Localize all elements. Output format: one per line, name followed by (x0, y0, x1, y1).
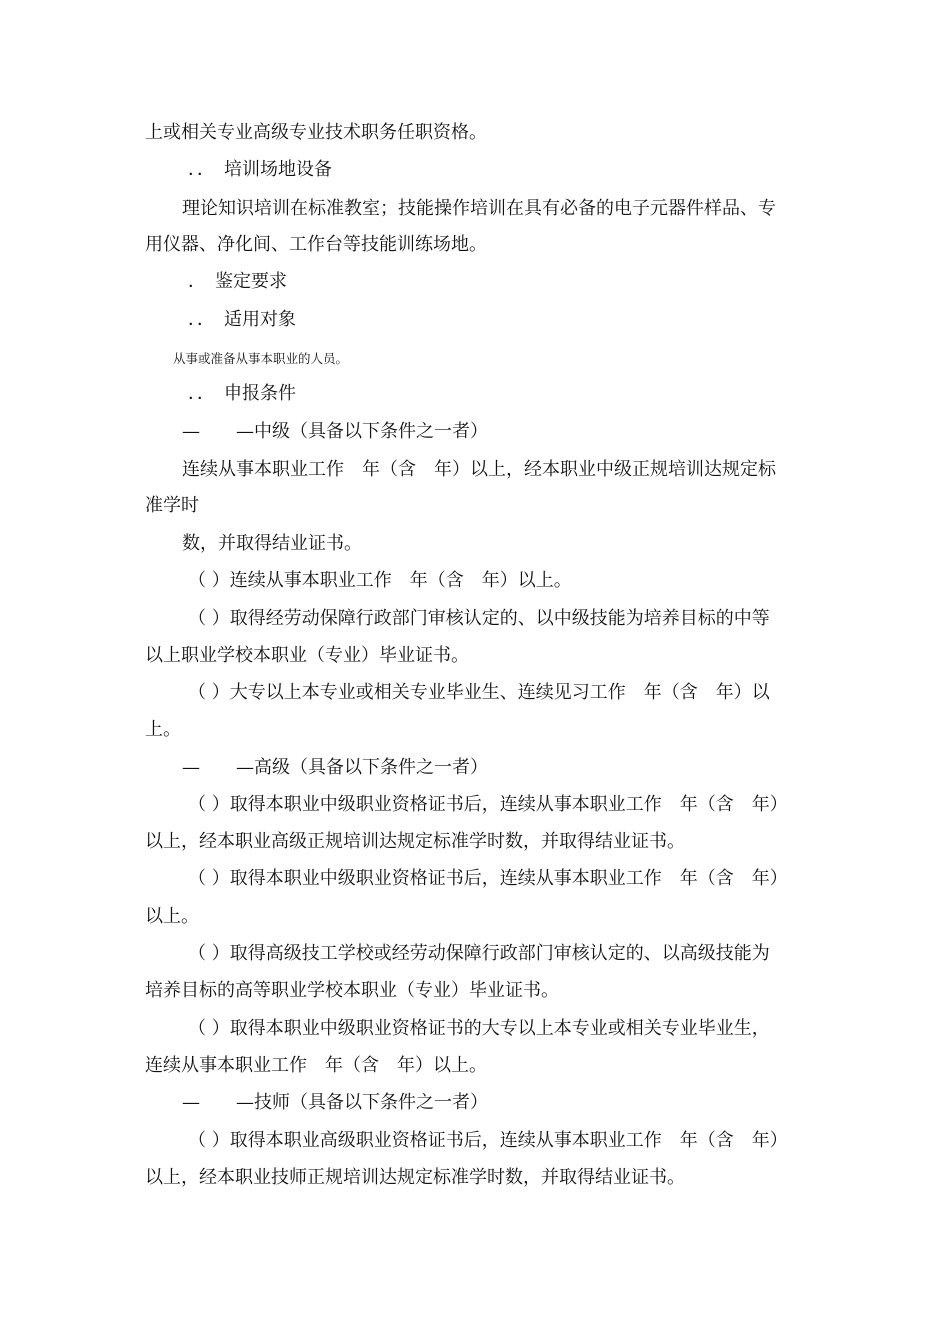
text-line: （ ）取得经劳动保障行政部门审核认定的、以中级技能为培养目标的中等 (188, 608, 770, 629)
text-line: （ ）大专以上本专业或相关专业毕业生、连续见习工作 年（含 年）以 (188, 682, 770, 703)
text-line: 连续从事本职业工作 年（含 年）以上。 (145, 1055, 487, 1076)
level-heading: — —技师（具备以下条件之一者） (182, 1092, 488, 1113)
section-heading: ． 鉴定要求 (188, 271, 287, 292)
section-heading: ．． 适用对象 (188, 309, 296, 330)
text-line: 数，并取得结业证书。 (182, 533, 362, 554)
text-line: （ ）取得本职业中级职业资格证书后，连续从事本职业工作 年（含 年） (188, 794, 788, 815)
text-line: 用仪器、净化间、工作台等技能训练场地。 (145, 234, 487, 255)
text-line: 从事或准备从事本职业的人员。 (173, 351, 349, 366)
text-line: （ ）取得本职业中级职业资格证书的大专以上本专业或相关专业毕业生， (188, 1018, 770, 1039)
text-line: （ ）取得高级技工学校或经劳动保障行政部门审核认定的、以高级技能为 (188, 943, 770, 964)
text-line: 连续从事本职业工作 年（含 年）以上，经本职业中级正规培训达规定标 (182, 459, 776, 480)
section-heading: ．． 培训场地设备 (188, 159, 332, 180)
text-line: 以上。 (145, 906, 199, 927)
text-line: 上。 (145, 719, 181, 740)
level-heading: — —高级（具备以下条件之一者） (182, 757, 488, 778)
text-line: 准学时 (145, 495, 199, 516)
text-line: 以上职业学校本职业（专业）毕业证书。 (145, 645, 469, 666)
text-line: 以上，经本职业高级正规培训达规定标准学时数，并取得结业证书。 (145, 831, 685, 852)
text-line: 上或相关专业高级专业技术职务任职资格。 (145, 122, 487, 143)
text-line: （ ）连续从事本职业工作 年（含 年）以上。 (188, 570, 572, 591)
section-heading: ．． 申报条件 (188, 383, 296, 404)
text-line: 理论知识培训在标准教室；技能操作培训在具有必备的电子元器件样品、专 (182, 198, 776, 219)
text-line: （ ）取得本职业高级职业资格证书后，连续从事本职业工作 年（含 年） (188, 1130, 788, 1151)
text-line: 以上，经本职业技师正规培训达规定标准学时数，并取得结业证书。 (145, 1167, 685, 1188)
text-line: 培养目标的高等职业学校本职业（专业）毕业证书。 (145, 980, 559, 1001)
level-heading: — —中级（具备以下条件之一者） (182, 421, 488, 442)
text-line: （ ）取得本职业中级职业资格证书后，连续从事本职业工作 年（含 年） (188, 868, 788, 889)
